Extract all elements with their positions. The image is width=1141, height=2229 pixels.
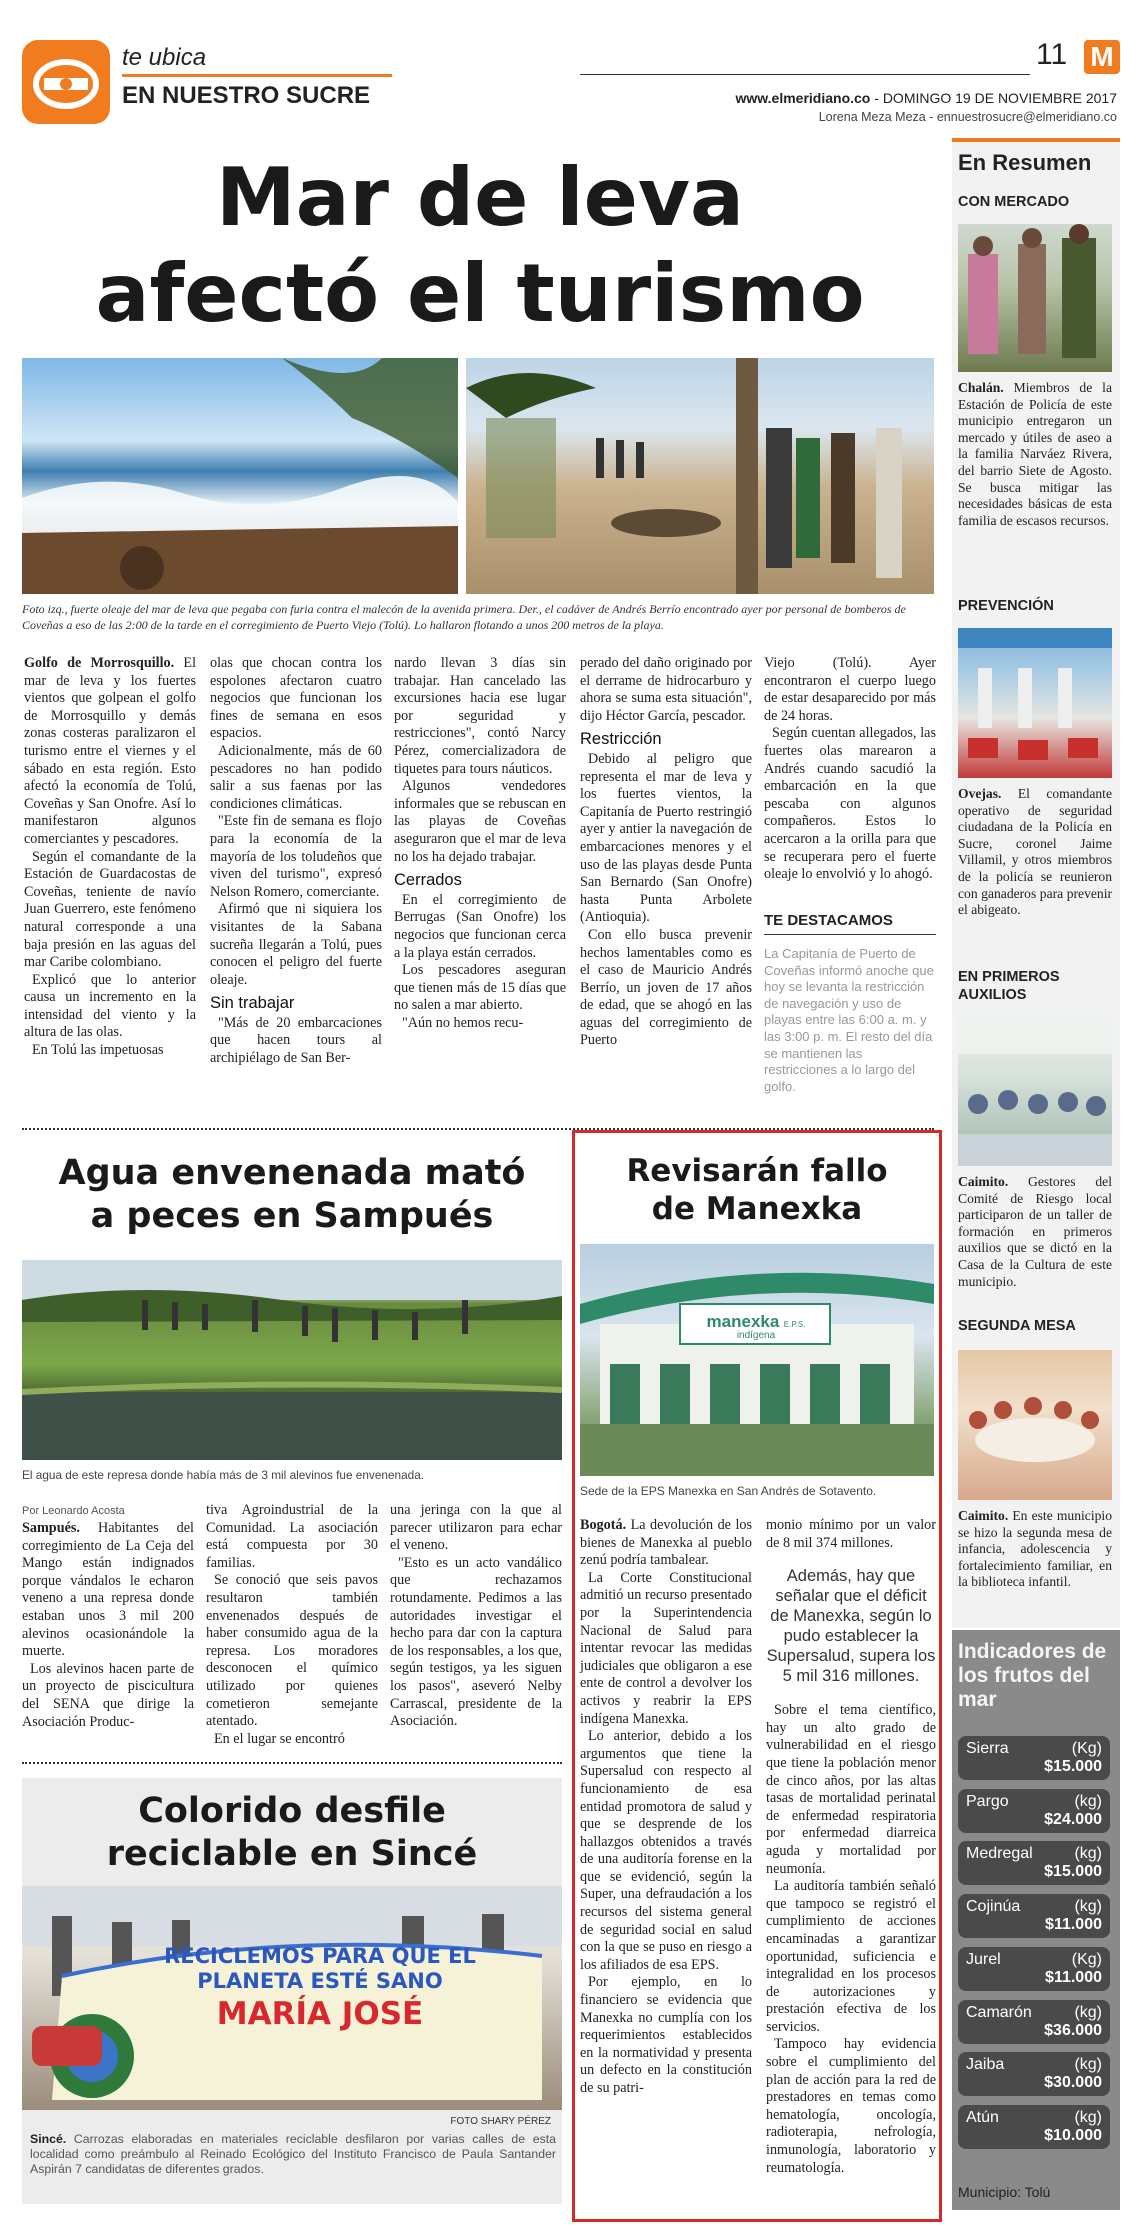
lead-paragraph: En Tolú las impetuosas [32,1042,164,1059]
manexka-paragraph: Sobre el tema científico, hay un alto grado de vulnerabilidad en el riesgo que tiene la población menor de cinco años, por las altas tasas de mortalidad perinatal de enfermedad respiratoria por enfermedad diarreica aguda y mortalidad por neumonía. [766,1702,936,1877]
lead-paragraph: "Este fin de semana es flojo para la economía de la mayoría de los toludeños que viven del turismo", expresó Nelson Romero, comerciante. [210,813,382,900]
price-value: $15.000 [1044,1758,1102,1775]
lead-paragraph: Los pescadores aseguran que tienen más de 15 días que no salen a mar abierto. [394,962,566,1014]
manexka-paragraph: Por ejemplo, en lo financiero se evidencia que Manexka no cumplía con los requerimientos establecidos en la normatividad y presenta un defecto en la constitución de su patri- [580,1974,752,2096]
sidebar-photo-workshop [958,1014,1112,1166]
subhead: Cerrados [394,871,462,890]
agua-photo-caption: El agua de este represa donde había más de 3 mil alevinos fue envenenada. [22,1468,425,1482]
price-row [958,2052,1110,2096]
page-number: 11 [1036,38,1068,71]
sidebar-text: El comandante operativo de seguridad ciudadana de la Policía en Sucre, coronel Jaime Villamil, y otros miembros de la policía se reunieron con ganaderos para prevenir el abigeato. [958,786,1112,918]
agua-dateline: Sampués. [22,1520,80,1536]
manexka-sign [686,1312,826,1341]
agua-column-1 [22,1520,194,1731]
sidebar-dateline: Caimito. [958,1174,1009,1189]
sidebar-item-title [958,968,1060,1004]
lead-paragraph: "Aún no hemos recu- [402,1014,524,1031]
photo-credit: FOTO SHARY PÉREZ [450,2116,551,2127]
price-row [958,1894,1110,1938]
manexka-column-1 [580,1517,752,2098]
price-unit: (kg) [1074,1898,1102,1916]
sidebar-photo-market [958,224,1112,372]
section-divider [22,1762,562,1764]
sidebar-title-line: AUXILIOS [958,987,1027,1003]
price-value: $36.000 [1044,2021,1102,2039]
lead-paragraph: Con ello busca prevenir hechos lamentables como es el caso de Mauricio Andrés Berrío, un joven de 17 años de edad, que se ahogó en las aguas del corregimiento de Puerto [580,926,752,1049]
lead-paragraph: En el corregimiento de Berrugas (San Onofre) los negocios que funcionan cerca a la playa están cerrados. [394,891,566,961]
price-row [958,2000,1110,2044]
subhead: Sin trabajar [210,994,295,1013]
manexka-headline [580,1152,934,1228]
price-unit: (kg) [1074,2108,1102,2126]
section-logo [22,40,110,124]
agua-headline [22,1152,562,1238]
prices-title: Indicadores de los frutos del mar [958,1640,1107,1711]
sidebar-item-title: CON MERCADO [958,194,1070,210]
sidebar-title: En Resumen [958,150,1092,175]
issue-date: - DOMINGO 19 DE NOVIEMBRE 2017 [874,90,1117,106]
lead-paragraph: nardo llevan 3 días sin trabajar. Han cancelado las excursiones hacia ese lugar por seguridad y restricciones", contó Narcy Pérez, comercializadora de tiquetes para tours náuticos. [394,655,566,777]
header-rule [580,74,1030,75]
desfile-headline-line-2: reciclable en Sincé [106,1834,478,1874]
banner-text [100,1944,540,2034]
agua-column-2 [206,1502,378,1748]
lead-paragraph: "Más de 20 embarcaciones que hacen tours al archipiélago de San Ber- [210,1014,382,1067]
prices-footer: Municipio: Tolú [958,2184,1051,2200]
agua-headline-line-2: a peces en Sampués [90,1196,494,1236]
lead-column-2 [210,655,382,1068]
lead-headline-line-2: afectó el turismo [95,247,865,340]
price-row [958,1841,1110,1885]
sign-eps: E.P.S. [783,1320,806,1329]
price-value: $11.000 [1045,1916,1102,1934]
manexka-pull-quote: Además, hay que señalar que el déficit de Manexka, según lo pudo establecer la Supersalud, supera los 5 mil 316 millones. [766,1567,936,1686]
brand-logo [1084,40,1120,74]
map-pin-icon [22,40,110,124]
manexka-column-2 [766,1517,936,2177]
subhead: Restricción [580,730,662,749]
price-species: Pargo [966,1792,1009,1810]
banner-line-1: RECICLEMOS PARA QUE EL [164,1944,476,1968]
price-unit: (kg) [1074,2003,1102,2021]
lead-paragraph: Viejo (Tolú). Ayer encontraron el cuerpo luego de estar desaparecido por más de 24 horas. [764,655,936,724]
price-species: Jaiba [966,2056,1005,2074]
lead-headline-line-1: Mar de leva [215,151,745,244]
manexka-dateline: Bogotá. [580,1517,627,1533]
agua-headline-line-1: Agua envenenada mató [58,1153,526,1193]
sidebar-dateline: Caimito. [958,1508,1009,1523]
price-value: $24.000 [1044,1810,1102,1828]
price-row [958,1947,1110,1991]
sidebar-photo-meeting [958,628,1112,778]
lead-photo-caption: Foto izq., fuerte oleaje del mar de leva que pegaba con furia contra el malecón de la avenida primera. Der., el cadáver de Andrés Berrío encontrado ayer por personal de bomberos de Coveñas a eso de las 2:00 de la tarde en el corregimiento de Puerto Viejo (Tolú). Lo hallaron flotando a unos 200 metros de la playa. [22,602,906,632]
lead-paragraph: Afirmó que ni siquiera los visitantes de la Sabana sucreña llegarán a Tolú, pues conocen el peligro del fuerte oleaje. [210,901,382,988]
section-kicker: te ubica [122,44,207,71]
manexka-photo-caption: Sede de la EPS Manexka en San Andrés de Sotavento. [580,1484,877,1498]
photo-rescue-scene [466,358,934,594]
agua-paragraph: Se conoció que seis pavos resultaron también envenenados después de haber consumido agua de la represa. Los moradores desconocen el químico utilizado por quienes cometieron semejante atentado. [206,1572,378,1730]
agua-paragraph: En el lugar se encontró [214,1730,345,1747]
price-species: Sierra [966,1740,1009,1757]
price-value: $15.000 [1044,1863,1102,1881]
sidebar-item-text [958,1508,1112,1591]
destacamos-text: La Capitanía de Puerto de Coveñas informó anoche que hoy se levanta la restricción de navegación y uso de playas entre las 6:00 a. m. y las 3:00 p. m. El resto del día se mantienen las restricciones a lo largo del golfo. [764,946,934,1094]
dateline [736,90,1117,106]
sidebar-photo-table [958,1350,1112,1500]
sidebar-item-text [958,1174,1112,1290]
lead-column-5 [764,655,936,884]
brand-letter: M [1090,41,1114,72]
lead-paragraph: Algunos vendedores informales que se rebuscan en las playas de Coveñas aseguraron que el mar de leva no los ha dejado trabajar. [394,778,566,865]
manexka-paragraph: monio mínimo por un valor de 8 mil 374 millones. [766,1517,936,1551]
price-species: Jurel [966,1950,1001,1968]
sidebar-dateline: Ovejas. [958,786,1002,801]
lead-column-1 [24,655,196,1060]
sidebar-item-title: PREVENCIÓN [958,598,1054,614]
manexka-paragraph: Lo anterior, debido a los argumentos que tiene la Supersalud con respecto al funcionamiento de esa entidad promotora de salud y que se desprende de los hallazgos obtenidos a través de una auditoría forense en la que se evidenció, según la Super, una defraudación a los recursos del sistema general de seguridad social en salud con la que se puso en riesgo a los afiliados de esa EPS. [580,1728,752,1973]
sidebar-item-title: SEGUNDA MESA [958,1318,1076,1334]
lead-paragraph: Según cuentan allegados, las fuertes olas marearon a Andrés cuando sacudió la embarcación en la que pescaba con algunos compañeros. Estos lo acercaron a la orilla para que se recuperara pero el fuerte oleaje lo envolvió y lo ahogó. [764,725,936,883]
lead-paragraph: Adicionalmente, más de 60 pescadores no han podido salir a sus faenas por las condiciones climáticas. [210,742,382,812]
price-species: Atún [966,2108,999,2126]
desfile-headline-line-1: Colorido desfile [138,1791,446,1831]
agua-column-3 [390,1502,562,1731]
banner-line-3: MARÍA JOSÉ [216,1996,424,2032]
sidebar-text: En este municipio se hizo la segunda mesa de infancia, adolescencia y fortalecimiento familiar, en la biblioteca infantil. [958,1508,1112,1590]
desfile-caption [30,2132,556,2177]
sidebar-dateline: Chalán. [958,380,1004,395]
price-species: Medregal [966,1845,1033,1863]
photo-manexka-building [580,1244,934,1476]
sidebar-item-text [958,380,1112,529]
price-unit: (Kg) [1071,1950,1102,1968]
sidebar-text: Gestores del Comité de Riesgo local participaron de un taller de formación en primeros auxilios que se dictó en la Casa de la Cultura de este municipio. [958,1174,1112,1289]
manexka-paragraph: La auditoría también señaló que tampoco se registró el cumplimiento de acciones encaminadas a garantizar oportunidad, suficiencia e integralidad en los procesos de autorizaciones y prestación efectiva de los servicios. [766,1878,936,2035]
destacamos-rule [764,934,936,935]
manexka-paragraph: Tampoco hay evidencia sobre el cumplimiento del plan de acción para la red de prestadores en temas como hematología, oncología, radioterapia, nefrología, inmunología, laboratorio y reumatología. [766,2036,936,2176]
photo-waves [22,358,458,594]
sidebar-item-text [958,786,1112,919]
agua-paragraph: Los alevinos hacen parte de un proyecto de piscicultura del SENA que dirige la Asociación Produc- [22,1660,194,1730]
price-row [958,1789,1110,1833]
lead-column-3 [394,655,566,1032]
lead-headline [20,150,940,342]
sidebar-text: Miembros de la Estación de Policía de este municipio entregaron un mercado y útiles de aseo a la familia Narváez Rivera, del barrio Siete de Agosto. Se busca mitigar las necesidades básicas de esta familia de escasos recursos. [958,380,1112,528]
photo-reservoir [22,1260,562,1460]
author-line: Lorena Meza Meza - ennuestrosucre@elmeridiano.co [818,110,1117,124]
price-unit: (kg) [1074,2056,1102,2074]
manexka-headline-line-1: Revisarán fallo [626,1153,888,1189]
section-rule [122,74,392,77]
manexka-paragraph: La Corte Constitucional admitió un recurso presentado por la Superintendencia Nacional de Salud para intentar revocar las medidas judiciales que obligaron a ese ente de control a devolver los activos y reabrir la EPS indígena Manexka. [580,1569,752,1727]
destacamos-title: TE DESTACAMOS [764,912,893,929]
lead-paragraph: Debido al peligro que representa el mar de leva y los fuertes vientos, la Capitanía de Puerto restringió ayer y antier la navegación de embarcaciones menores y el uso de las playas desde Punta San Bernardo (San Onofre) hasta Punta Arbolete (Antioquia). [580,750,752,926]
lead-paragraph: Según el comandante de la Estación de Guardacostas de Coveñas, teniente de navío Juan Guerrero, este fenómeno natural corresponde a una baja presión en las aguas del mar Caribe colombiano. [24,848,196,971]
agua-paragraph: Habitantes del corregimiento de La Ceja del Mango están indignados porque vándalos le echaron veneno a una represa donde estaban unos 3 mil 200 alevinos ocasionándole la muerte. [22,1520,194,1660]
sign-tagline: indígena [736,1330,776,1341]
agua-paragraph: una jeringa con la que al parecer utilizaron para echar el veneno. [390,1502,562,1554]
section-name: EN NUESTRO SUCRE [122,82,371,109]
agua-byline: Por Leonardo Acosta [22,1505,125,1517]
sign-name: manexka [706,1312,780,1331]
agua-paragraph: tiva Agroindustrial de la Comunidad. La asociación está compuesta por 30 familias. [206,1502,378,1571]
lead-dateline: Golfo de Morrosquillo. [24,655,175,671]
sidebar-title-line: EN PRIMEROS [958,969,1060,985]
desfile-dateline: Sincé. [30,2132,67,2146]
price-value: $30.000 [1044,2074,1102,2092]
manexka-paragraph: La devolución de los bienes de Manexka al pueblo zenú podría tambalear. [580,1517,752,1569]
price-value: $11.000 [1045,1968,1102,1986]
price-unit: (Kg) [1071,1740,1102,1757]
lead-column-4 [580,655,752,1050]
site-url: www.elmeridiano.co [735,90,871,106]
lead-paragraph: perado del daño originado por el derrame de hidrocarburo y ahora se suma esta situación", dijo Héctor García, pescador. [580,655,752,724]
lead-paragraph: olas que chocan contra los espolones afectaron cuatro negocios que funcionan los fines de semana en esos espacios. [210,655,382,742]
price-unit: (kg) [1074,1845,1102,1863]
agua-paragraph: "Esto es un acto vandálico que rechazamos rotundamente. Pedimos a las autoridades investigar el hecho para dar con la captura de los responsables, a los que, según testigos, ya les siguen los pasos", aseveró Nelby Carrascal, presidente de la Asociación. [390,1554,562,1730]
banner-line-2: PLANETA ESTÉ SANO [197,1969,443,1993]
sidebar-top-rule [952,138,1120,142]
price-species: Camarón [966,2003,1032,2021]
price-unit: (kg) [1074,1792,1102,1810]
price-species: Cojinúa [966,1898,1021,1916]
lead-paragraph: Explicó que lo anterior causa un incremento en la intensidad del viento y la altura de las olas. [24,971,196,1041]
manexka-headline-line-2: de Manexka [651,1191,863,1227]
desfile-caption-text: Carrozas elaboradas en materiales reciclable desfilaron por varias calles de esta localidad como preámbulo al Reinado Ecológico del Instituto Francisco de Paula Santander Aspirán 7 candidatas de diferentes grados. [30,2132,557,2176]
lead-paragraph: El mar de leva y los fuertes vientos que golpean el golfo de Morrosquillo y demás zonas costeras paralizaron el turismo entre el viernes y el sábado en esta región. Esto afectó la economía de Tolú, Coveñas y San Onofre. Así lo manifestaron algunos comerciantes y pescadores. [24,655,197,847]
price-row [958,1736,1110,1780]
desfile-headline [22,1790,562,1876]
price-value: $10.000 [1044,2126,1102,2144]
price-row [958,2105,1110,2149]
